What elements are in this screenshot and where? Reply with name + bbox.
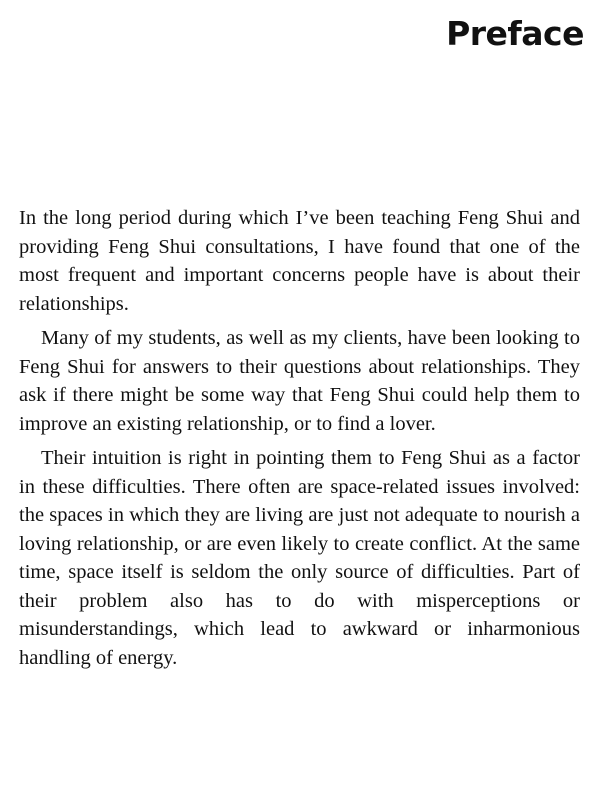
body-text: [19, 204, 580, 678]
paragraph-3: Their intuition is right in pointing them to Feng Shui as a factor in these difficulties. There often are space-related issues involved: the spaces in which they are living are just not adequate to nourish a loving relationship, or are even likely to create conflict. At the same time, space itself is seldom the only source of difficulties. Part of their problem also has to do with misperceptions or misunderstandings, which lead to awkward or inharmonious handling of energy.: [19, 447, 580, 669]
chapter-title: Preface: [446, 14, 584, 53]
paragraph-1: In the long period during which I’ve been teaching Feng Shui and providing Feng Shui consultations, I have found that one of the most frequent and important concerns people have is about their relationships.: [19, 207, 580, 315]
paragraph-2: Many of my students, as well as my clients, have been looking to Feng Shui for answers to their questions about relationships. They ask if there might be some way that Feng Shui could help them to improve an existing relationship, or to find a lover.: [19, 327, 580, 435]
